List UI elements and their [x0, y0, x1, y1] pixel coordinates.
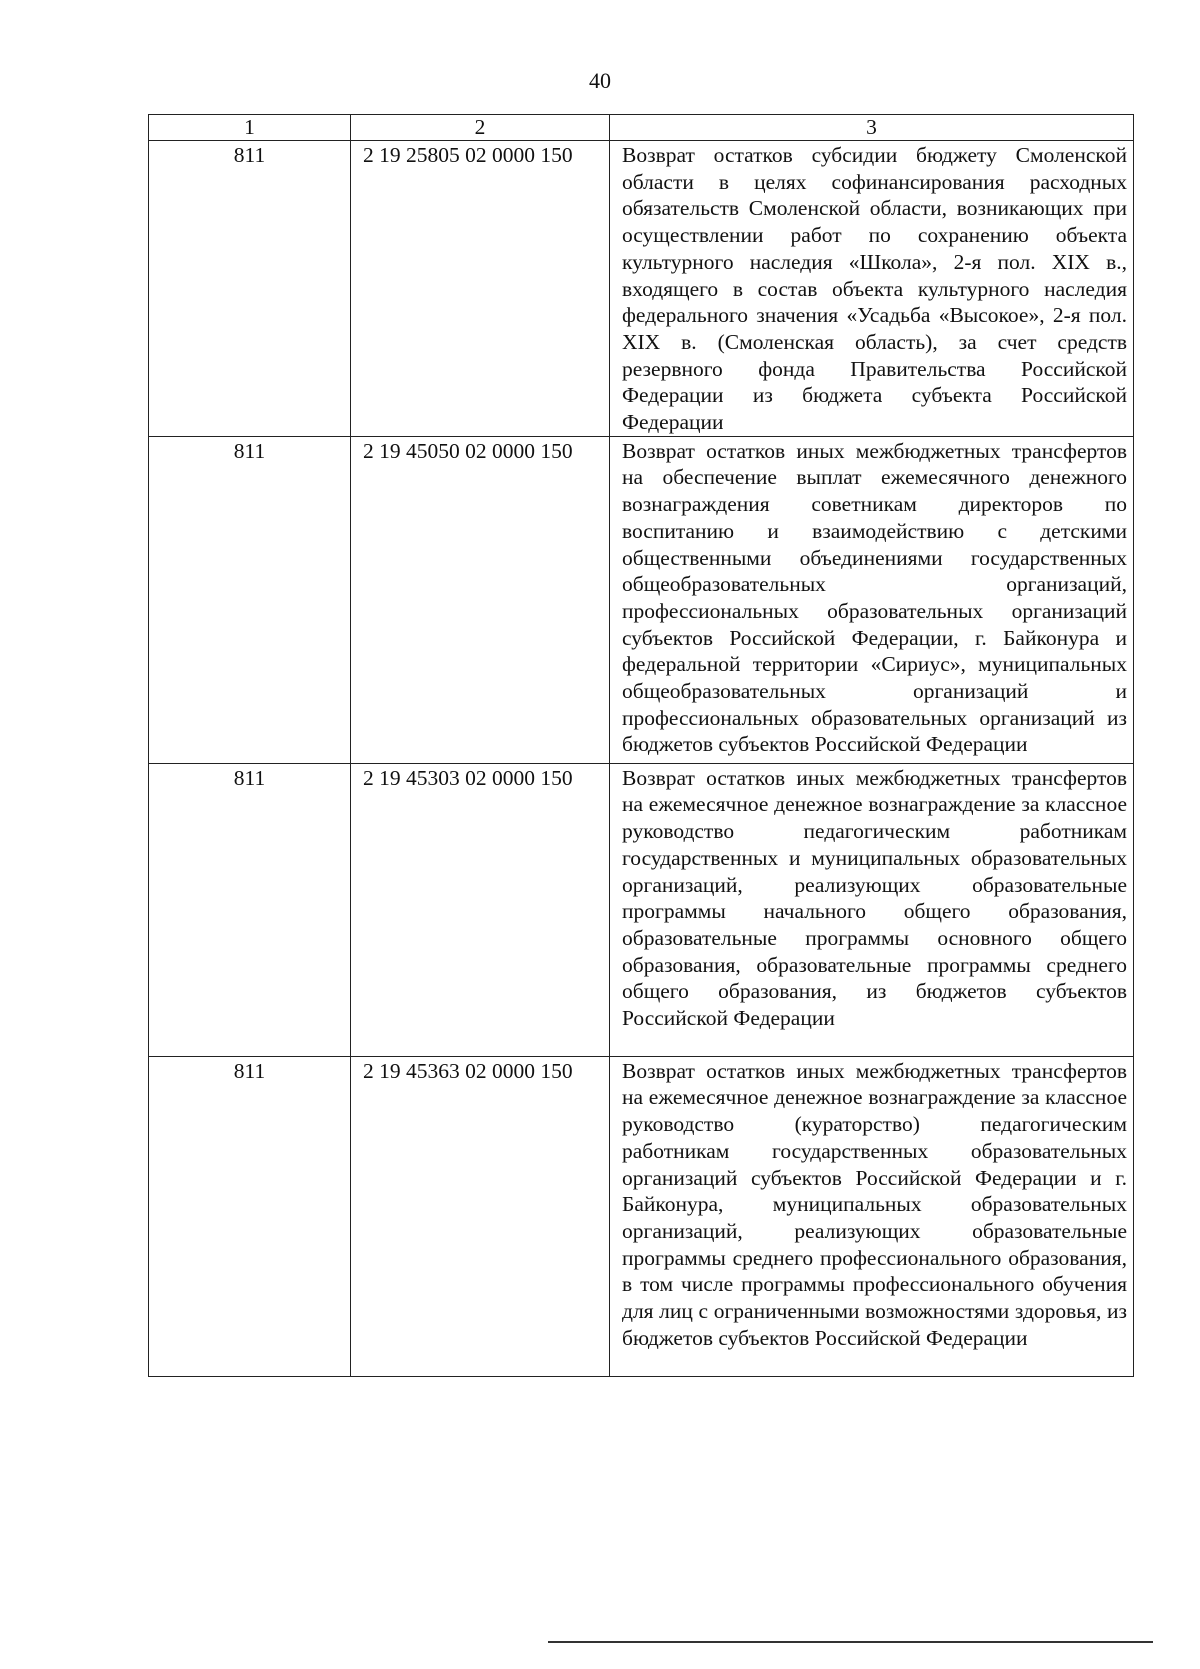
admin-code-cell: 811 [149, 763, 351, 1056]
admin-code-cell: 811 [149, 1056, 351, 1376]
description-cell: Возврат остатков субсидии бюджету Смоленской области в целях софинансирования расходных обязательств Смоленской области, возникающих при осуществлении работ по сохранению объекта культурного наследия «Школа», 2-я пол. XIX в., входящего в состав объекта культурного наследия федерального значения «Усадьба «Высокое», 2-я пол. XIX в. (Смоленская область), за счет средств резервного фонда Правительства Российской Федерации из бюджета субъекта Российской Федерации [610, 141, 1134, 437]
description-cell: Возврат остатков иных межбюджетных трансфертов на ежемесячное денежное вознаграждение за классное руководство педагогическим работникам государственных и муниципальных образовательных организаций, реализующих образовательные программы начального общего образования, образовательные программы основного общего образования, образовательные программы среднего общего образования, из бюджетов субъектов Российской Федерации [610, 763, 1134, 1056]
description-cell: Возврат остатков иных межбюджетных трансфертов на обеспечение выплат ежемесячного денежного вознаграждения советникам директоров по воспитанию и взаимодействию с детскими общественными объединениями государственных общеобразовательных организаций, профессиональных образовательных организаций субъектов Российской Федерации, г. Байконура и федеральной территории «Сириус», муниципальных общеобразовательных организаций и профессиональных образовательных организаций из бюджетов субъектов Российской Федерации [610, 436, 1134, 763]
budget-code-table [148, 114, 1134, 1377]
table-row [149, 763, 1134, 1056]
table-row [149, 436, 1134, 763]
kbk-code-cell: 2 19 45050 02 0000 150 [351, 436, 610, 763]
column-header-1: 1 [149, 115, 351, 141]
table-row [149, 141, 1134, 437]
kbk-code-cell: 2 19 45363 02 0000 150 [351, 1056, 610, 1376]
kbk-code-cell: 2 19 25805 02 0000 150 [351, 141, 610, 437]
kbk-code-cell: 2 19 45303 02 0000 150 [351, 763, 610, 1056]
column-header-3: 3 [610, 115, 1134, 141]
admin-code-cell: 811 [149, 436, 351, 763]
description-cell: Возврат остатков иных межбюджетных трансфертов на ежемесячное денежное вознаграждение за классное руководство (кураторство) педагогическим работникам государственных образовательных организаций субъектов Российской Федерации и г. Байконура, муниципальных образовательных организаций, реализующих образовательные программы среднего профессионального образования, в том числе программы профессионального обучения для лиц с ограниченными возможностями здоровья, из бюджетов субъектов Российской Федерации [610, 1056, 1134, 1376]
column-header-2: 2 [351, 115, 610, 141]
table-row [149, 1056, 1134, 1376]
admin-code-cell: 811 [149, 141, 351, 437]
footer-divider [548, 1641, 1153, 1643]
page-number: 40 [589, 68, 611, 93]
table-header-row [149, 115, 1134, 141]
